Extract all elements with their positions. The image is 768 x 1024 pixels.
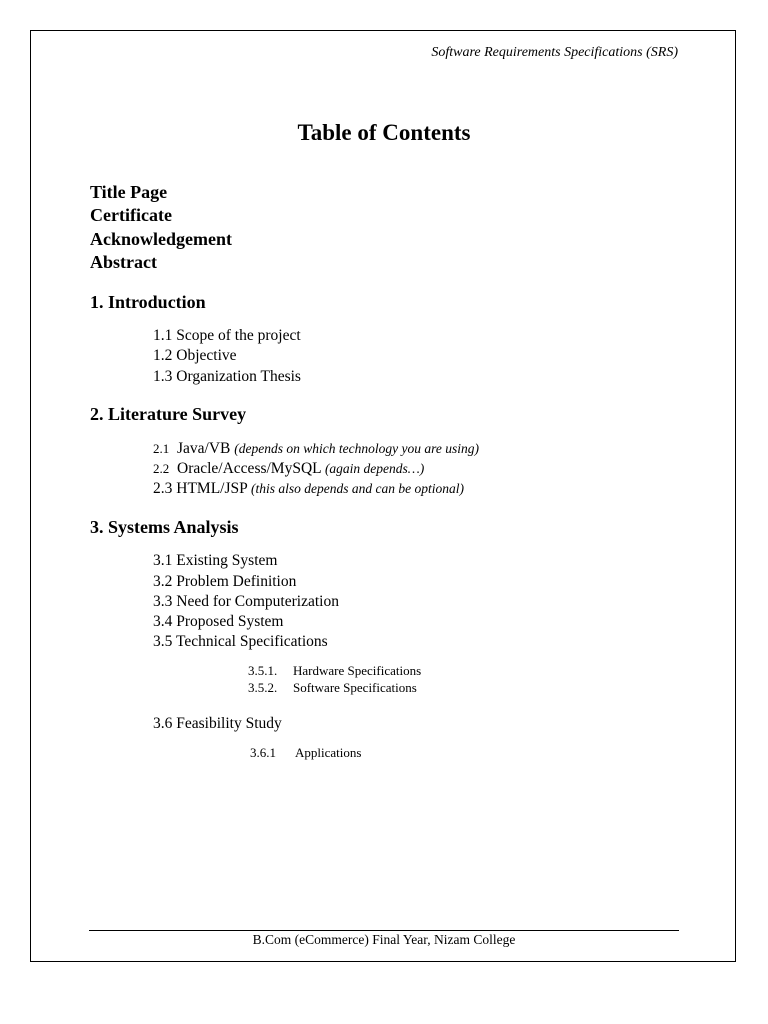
running-header: Software Requirements Specifications (SRS) — [431, 45, 678, 60]
toc-item-label: Oracle/Access/MySQL — [177, 460, 322, 477]
section-heading-introduction: 1. Introduction — [90, 292, 206, 312]
toc-item-2-2 — [153, 460, 424, 478]
toc-item-2-1 — [153, 440, 479, 458]
toc-item-note: (depends on which technology you are using) — [234, 441, 479, 456]
toc-front-certificate: Certificate — [90, 205, 172, 225]
toc-item-3-5-2 — [248, 680, 417, 696]
toc-item-label: Hardware Specifications — [293, 663, 422, 678]
page-title: Table of Contents — [297, 120, 471, 145]
footer-text: B.Com (eCommerce) Final Year, Nizam College — [252, 932, 516, 947]
toc-front-title-page: Title Page — [90, 182, 168, 202]
toc-item-3-5-1 — [248, 663, 421, 679]
toc-item-1-2: 1.2 Objective — [153, 347, 237, 364]
toc-item-number: 2.1 — [153, 441, 170, 456]
toc-front-acknowledgement: Acknowledgement — [90, 229, 232, 249]
toc-item-1-3: 1.3 Organization Thesis — [153, 368, 301, 385]
toc-item-3-2: 3.2 Problem Definition — [153, 573, 297, 590]
toc-item-number: 2.2 — [153, 461, 170, 476]
toc-item-3-4: 3.4 Proposed System — [153, 613, 284, 630]
toc-item-label: Software Specifications — [293, 680, 417, 695]
footer-divider — [89, 930, 679, 931]
toc-item-3-6: 3.6 Feasibility Study — [153, 715, 282, 732]
toc-item-2-3 — [153, 480, 464, 498]
toc-item-3-3: 3.3 Need for Computerization — [153, 593, 339, 610]
toc-item-number: 3.6.1 — [250, 745, 276, 760]
toc-item-number: 3.5.1. — [248, 663, 278, 678]
toc-item-note: (this also depends and can be optional) — [251, 481, 465, 496]
toc-item-label: 2.3 HTML/JSP — [153, 480, 248, 497]
toc-item-1-1: 1.1 Scope of the project — [153, 327, 301, 344]
toc-item-3-6-1 — [250, 745, 361, 761]
toc-item-3-5: 3.5 Technical Specifications — [153, 633, 328, 650]
toc-item-note: (again depends…) — [324, 461, 425, 476]
section-heading-literature-survey: 2. Literature Survey — [90, 404, 247, 424]
toc-front-abstract: Abstract — [90, 252, 157, 272]
toc-item-label: Applications — [295, 745, 362, 760]
toc-item-number: 3.5.2. — [248, 680, 278, 695]
toc-item-label: Java/VB — [177, 440, 231, 457]
section-heading-systems-analysis: 3. Systems Analysis — [90, 517, 239, 537]
toc-item-3-1: 3.1 Existing System — [153, 552, 278, 569]
